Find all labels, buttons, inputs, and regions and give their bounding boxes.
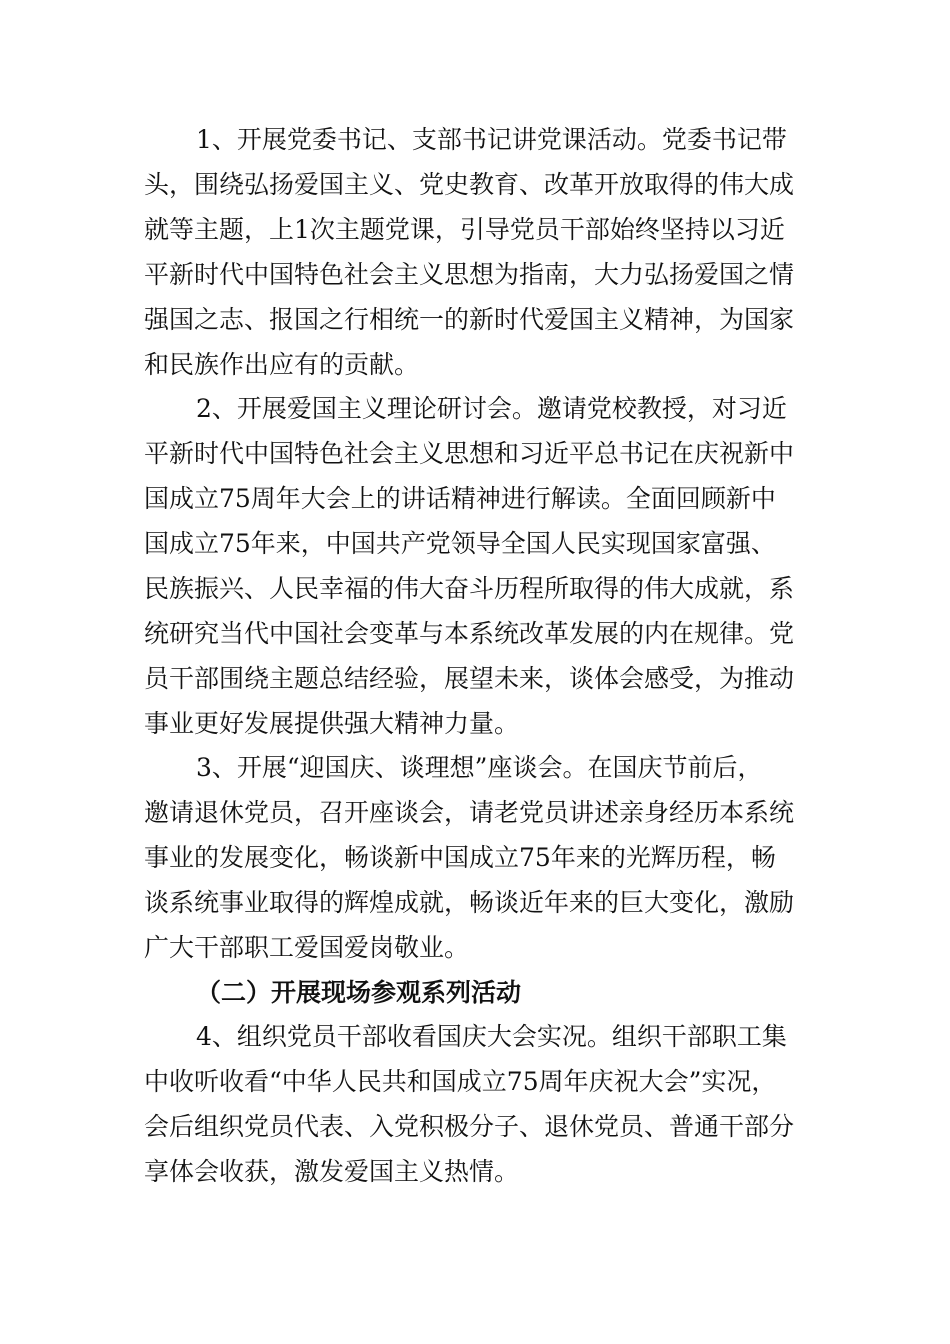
paragraph-3-line-3: 事业的发展变化，畅谈新中国成立75年来的光辉历程，畅 bbox=[144, 843, 776, 872]
paragraph-1-line-2: 头，围绕弘扬爱国主义、党史教育、改革开放取得的伟大成 bbox=[144, 170, 795, 199]
paragraph-2-line-5: 民族振兴、人民幸福的伟大奋斗历程所取得的伟大成就，系 bbox=[144, 574, 795, 603]
paragraph-4-line-3: 会后组织党员代表、入党积极分子、退休党员、普通干部分 bbox=[144, 1112, 795, 1141]
paragraph-2-line-4: 国成立75年来，中国共产党领导全国人民实现国家富强、 bbox=[144, 529, 776, 558]
paragraph-1-line-3: 就等主题，上1次主题党课，引导党员干部始终坚持以习近 bbox=[144, 215, 785, 244]
paragraph-2-line-6: 统研究当代中国社会变革与本系统改革发展的内在规律。党 bbox=[144, 619, 795, 648]
paragraph-2-line-2: 平新时代中国特色社会主义思想和习近平总书记在庆祝新中 bbox=[144, 439, 795, 468]
section-heading: （二）开展现场参观系列活动 bbox=[196, 978, 522, 1007]
paragraph-4-line-1: 4、组织党员干部收看国庆大会实况。组织干部职工集 bbox=[196, 1022, 787, 1051]
paragraph-2-line-7: 员干部围绕主题总结经验，展望未来，谈体会感受，为推动 bbox=[144, 664, 795, 693]
paragraph-1-line-6: 和民族作出应有的贡献。 bbox=[144, 350, 420, 379]
paragraph-4-line-2: 中收听收看“中华人民共和国成立75周年庆祝大会”实况， bbox=[144, 1067, 777, 1096]
paragraph-3-line-4: 谈系统事业取得的辉煌成就，畅谈近年来的巨大变化，激励 bbox=[144, 888, 795, 917]
paragraph-2-line-3: 国成立75周年大会上的讲话精神进行解读。全面回顾新中 bbox=[144, 484, 776, 513]
paragraph-3-line-1: 3、开展“迎国庆、谈理想”座谈会。在国庆节前后， bbox=[196, 753, 763, 782]
paragraph-1-line-1: 1、开展党委书记、支部书记讲党课活动。党委书记带 bbox=[196, 125, 787, 154]
paragraph-1-line-4: 平新时代中国特色社会主义思想为指南，大力弘扬爱国之情 bbox=[144, 260, 795, 289]
paragraph-2-line-8: 事业更好发展提供强大精神力量。 bbox=[144, 709, 520, 738]
paragraph-1-line-5: 强国之志、报国之行相统一的新时代爱国主义精神，为国家 bbox=[144, 305, 795, 334]
paragraph-2-line-1: 2、开展爱国主义理论研讨会。邀请党校教授，对习近 bbox=[196, 394, 787, 423]
paragraph-3-line-2: 邀请退休党员，召开座谈会，请老党员讲述亲身经历本系统 bbox=[144, 798, 795, 827]
paragraph-3-line-5: 广大干部职工爱国爱岗敬业。 bbox=[144, 933, 470, 962]
paragraph-4-line-4: 享体会收获，激发爱国主义热情。 bbox=[144, 1157, 520, 1186]
